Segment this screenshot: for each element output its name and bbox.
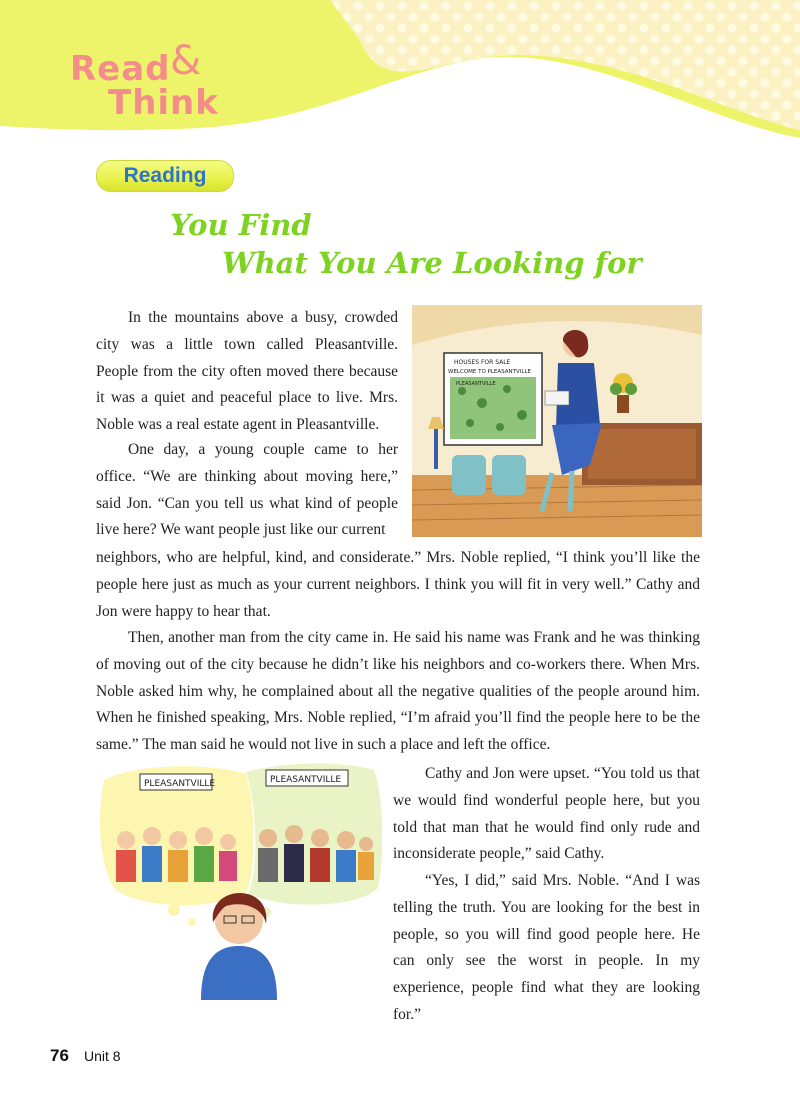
office-sign-line1: HOUSES FOR SALE [454,359,511,366]
paragraph-3: Then, another man from the city came in. He said his name was Frank and he was thinking of moving out of the city because he didn’t like his neighbors and co-workers there. When Mrs. Noble asked him why, he complained about all the negative qualities of the people around him. When he finished speaking, Mrs. Noble replied, “I’m afraid you’ll find the people here to be the same.” The man said he would not live in such a place and left the office. [96,629,700,754]
office-map-label: PLEASANTVILLE [456,381,496,387]
paragraph-2-bottom: neighbors, who are helpful, kind, and considerate.” Mrs. Noble replied, “I think you’ll like the people here just as much as your current neighbors. I think you will fit in very well.” Cathy and Jon were happy to hear that. [96,549,700,620]
town-sign-right: PLEASANTVILLE [270,775,342,785]
story-title-line1: You Find [170,208,312,242]
paragraph-1: In the mountains above a busy, crowded city was a little town called Pleasantville. People from the city often moved there because it was a quiet and peaceful place to live. Mrs. Noble was a real estate agent in Pleasantville. [96,309,398,434]
header-think: Think [108,83,219,123]
paragraph-5: “Yes, I did,” said Mrs. Noble. “And I was telling the truth. You are looking for the best in people, so you will find good people here. He can only see the worst in people. In my experience, people find what they are looking for.” [393,872,700,1023]
office-sign-line2: WELCOME TO PLEASANTVILLE [448,369,531,375]
story-title-line2: What You Are Looking for [222,246,642,280]
section-label-reading: Reading [96,160,234,192]
town-sign-left: PLEASANTVILLE [144,779,216,789]
page-header-title [70,38,219,123]
town-people-illustration [96,760,382,1000]
paragraph-2-top: One day, a young couple came to her office. “We are thinking about moving here,” said Jon. “Can you tell us what kind of people live here? We want people just like our current [96,441,398,539]
paragraph-4: Cathy and Jon were upset. “You told us that we would find wonderful people here, but you told that man that he would find only rude and inconsiderate people,” said Cathy. [393,765,700,863]
header-read: Read [70,49,171,89]
page-number: 76 [50,1046,69,1065]
unit-label: Unit 8 [84,1048,121,1064]
header-ampersand: & [170,38,203,84]
office-illustration [412,305,702,537]
